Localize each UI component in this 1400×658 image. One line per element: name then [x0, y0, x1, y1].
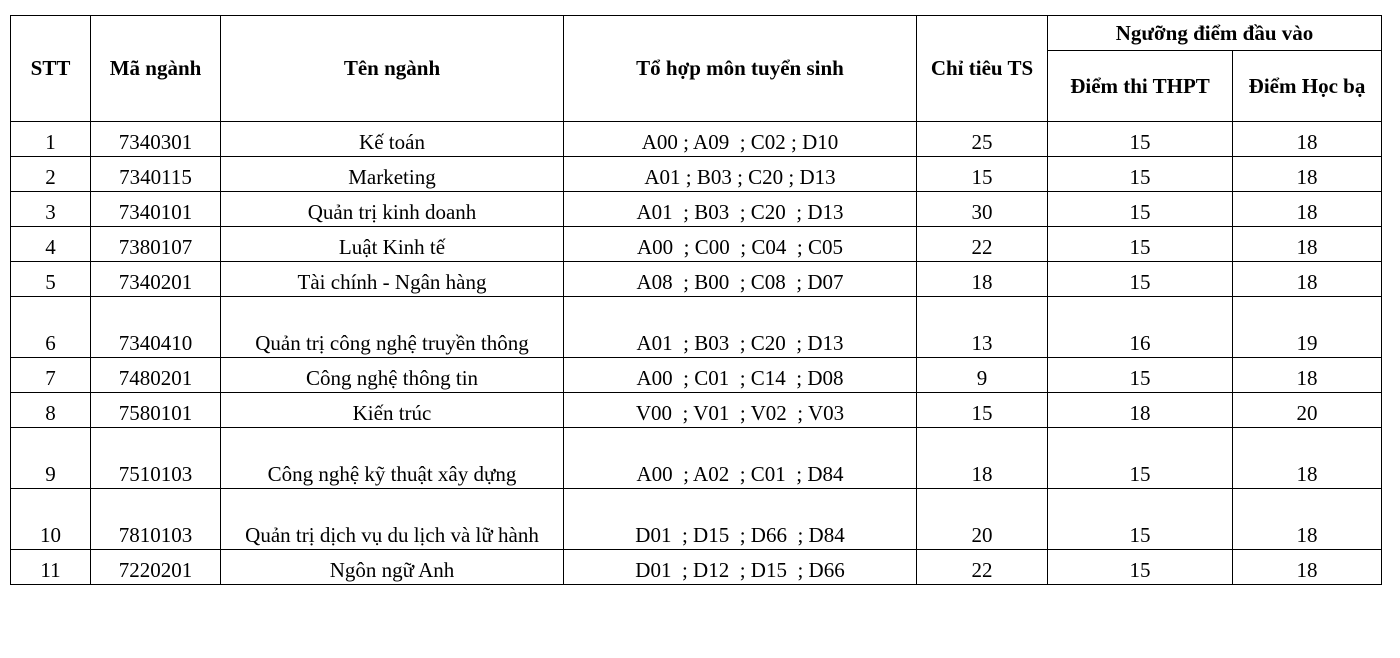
cell-diem-hoc-ba: 18 [1233, 192, 1382, 227]
header-nguong-diem: Ngưỡng điểm đầu vào [1048, 16, 1382, 51]
cell-diem-thi: 15 [1048, 262, 1233, 297]
cell-ten-nganh: Kiến trúc [221, 393, 564, 428]
cell-to-hop: A08 ; B00 ; C08 ; D07 [564, 262, 917, 297]
cell-to-hop: D01 ; D12 ; D15 ; D66 [564, 550, 917, 585]
cell-diem-hoc-ba: 18 [1233, 358, 1382, 393]
cell-stt: 7 [11, 358, 91, 393]
cell-to-hop: A01 ; B03 ; C20 ; D13 [564, 192, 917, 227]
cell-ma-nganh: 7510103 [91, 428, 221, 489]
cell-chi-tieu: 9 [917, 358, 1048, 393]
cell-ten-nganh: Ngôn ngữ Anh [221, 550, 564, 585]
cell-to-hop: A01 ; B03 ; C20 ; D13 [564, 157, 917, 192]
header-stt: STT [11, 16, 91, 122]
cell-ten-nganh: Quản trị dịch vụ du lịch và lữ hành [221, 489, 564, 550]
table-body [11, 122, 1382, 585]
table-row [11, 393, 1382, 428]
cell-chi-tieu: 18 [917, 262, 1048, 297]
header-to-hop: Tổ hợp môn tuyển sinh [564, 16, 917, 122]
header-ma-nganh: Mã ngành [91, 16, 221, 122]
cell-diem-hoc-ba: 20 [1233, 393, 1382, 428]
cell-ten-nganh: Quản trị công nghệ truyền thông [221, 297, 564, 358]
cell-to-hop: A01 ; B03 ; C20 ; D13 [564, 297, 917, 358]
cell-diem-thi: 15 [1048, 428, 1233, 489]
cell-ma-nganh: 7340201 [91, 262, 221, 297]
cell-diem-hoc-ba: 18 [1233, 489, 1382, 550]
cell-ten-nganh: Luật Kinh tế [221, 227, 564, 262]
cell-diem-thi: 15 [1048, 227, 1233, 262]
table-row [11, 489, 1382, 550]
cell-stt: 5 [11, 262, 91, 297]
cell-diem-hoc-ba: 18 [1233, 262, 1382, 297]
cell-chi-tieu: 15 [917, 157, 1048, 192]
cell-stt: 1 [11, 122, 91, 157]
cell-ma-nganh: 7810103 [91, 489, 221, 550]
cell-to-hop: A00 ; A09 ; C02 ; D10 [564, 122, 917, 157]
cell-ten-nganh: Quản trị kinh doanh [221, 192, 564, 227]
cell-diem-thi: 15 [1048, 157, 1233, 192]
table-row [11, 157, 1382, 192]
header-diem-hoc-ba: Điểm Học bạ [1233, 51, 1382, 122]
cell-to-hop: A00 ; C01 ; C14 ; D08 [564, 358, 917, 393]
table-row [11, 428, 1382, 489]
header-chi-tieu: Chỉ tiêu TS [917, 16, 1048, 122]
cell-diem-hoc-ba: 18 [1233, 428, 1382, 489]
cell-chi-tieu: 15 [917, 393, 1048, 428]
cell-stt: 11 [11, 550, 91, 585]
cell-diem-thi: 15 [1048, 550, 1233, 585]
cell-stt: 3 [11, 192, 91, 227]
header-ten-nganh: Tên ngành [221, 16, 564, 122]
cell-stt: 8 [11, 393, 91, 428]
admissions-table [10, 15, 1382, 585]
cell-ma-nganh: 7220201 [91, 550, 221, 585]
cell-diem-hoc-ba: 18 [1233, 227, 1382, 262]
cell-chi-tieu: 30 [917, 192, 1048, 227]
cell-diem-thi: 15 [1048, 489, 1233, 550]
table-row [11, 262, 1382, 297]
cell-chi-tieu: 22 [917, 550, 1048, 585]
cell-ten-nganh: Kế toán [221, 122, 564, 157]
header-row-top [11, 16, 1382, 51]
cell-diem-thi: 18 [1048, 393, 1233, 428]
table-row [11, 227, 1382, 262]
cell-chi-tieu: 13 [917, 297, 1048, 358]
cell-ma-nganh: 7340301 [91, 122, 221, 157]
cell-to-hop: A00 ; C00 ; C04 ; C05 [564, 227, 917, 262]
cell-diem-hoc-ba: 18 [1233, 157, 1382, 192]
cell-diem-hoc-ba: 18 [1233, 122, 1382, 157]
table-row [11, 192, 1382, 227]
cell-diem-hoc-ba: 19 [1233, 297, 1382, 358]
cell-chi-tieu: 18 [917, 428, 1048, 489]
cell-stt: 2 [11, 157, 91, 192]
table-row [11, 358, 1382, 393]
cell-diem-thi: 15 [1048, 192, 1233, 227]
cell-ten-nganh: Công nghệ kỹ thuật xây dựng [221, 428, 564, 489]
cell-diem-thi: 15 [1048, 122, 1233, 157]
table-row [11, 550, 1382, 585]
cell-ma-nganh: 7580101 [91, 393, 221, 428]
cell-ma-nganh: 7340115 [91, 157, 221, 192]
cell-chi-tieu: 22 [917, 227, 1048, 262]
cell-ma-nganh: 7380107 [91, 227, 221, 262]
cell-to-hop: A00 ; A02 ; C01 ; D84 [564, 428, 917, 489]
cell-chi-tieu: 20 [917, 489, 1048, 550]
cell-ten-nganh: Marketing [221, 157, 564, 192]
cell-to-hop: D01 ; D15 ; D66 ; D84 [564, 489, 917, 550]
cell-stt: 9 [11, 428, 91, 489]
cell-ma-nganh: 7340410 [91, 297, 221, 358]
cell-ten-nganh: Tài chính - Ngân hàng [221, 262, 564, 297]
header-diem-thi: Điểm thi THPT [1048, 51, 1233, 122]
table-row [11, 297, 1382, 358]
cell-stt: 10 [11, 489, 91, 550]
cell-ten-nganh: Công nghệ thông tin [221, 358, 564, 393]
cell-diem-hoc-ba: 18 [1233, 550, 1382, 585]
cell-stt: 4 [11, 227, 91, 262]
cell-ma-nganh: 7340101 [91, 192, 221, 227]
cell-chi-tieu: 25 [917, 122, 1048, 157]
cell-stt: 6 [11, 297, 91, 358]
cell-to-hop: V00 ; V01 ; V02 ; V03 [564, 393, 917, 428]
cell-ma-nganh: 7480201 [91, 358, 221, 393]
cell-diem-thi: 16 [1048, 297, 1233, 358]
table-row [11, 122, 1382, 157]
cell-diem-thi: 15 [1048, 358, 1233, 393]
